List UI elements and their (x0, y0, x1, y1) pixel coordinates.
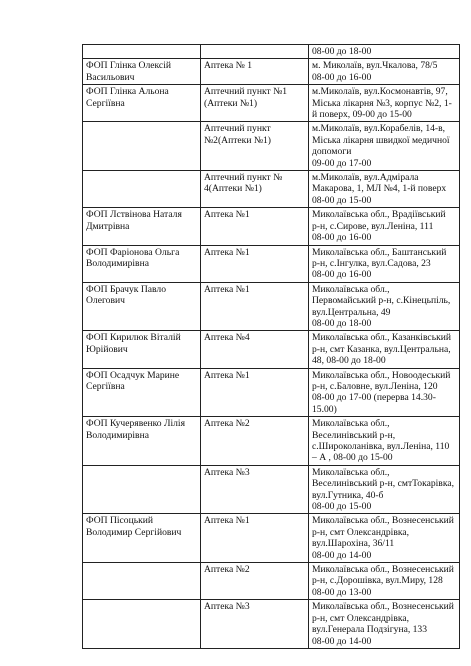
pharmacy-text-line: №2(Аптеки №1) (204, 134, 271, 146)
table-row (83, 45, 460, 59)
pharmacy-text-line: (Аптеки №1) (204, 97, 258, 109)
owner-text-line: ФОП Кучерявенко Лілія (86, 418, 185, 430)
owner-cell (83, 417, 201, 466)
address-text-line: 08-00 до 17-00 (перерва 14.30- (312, 392, 436, 404)
address-text-line: Міська лікарня №3, корпус №2, 1- (312, 97, 452, 109)
pharmacy-text-line: Аптека №1 (204, 369, 250, 381)
address-text-line: р-н, смт Олександрівка, (312, 612, 410, 624)
owner-text-line: ФОП Фаріонова Ольга (86, 246, 180, 258)
address-text-line: вул.Центральна, 49 (312, 306, 391, 318)
pharmacy-cell (201, 59, 309, 85)
pharmacy-text-line: Аптека № 1 (204, 60, 253, 72)
owner-text-line: Дмитрівна (86, 220, 130, 232)
address-text-line: 08-00 до 15-00 (312, 501, 372, 513)
owner-cell (83, 208, 201, 245)
address-text-line: м.Миколаїв, вул.Корабелів, 14-в, (312, 123, 446, 135)
address-text-line: Миколаївська обл., Баштанський (312, 246, 447, 258)
address-text-line: 15.00) (312, 403, 337, 415)
owner-cell (83, 85, 201, 122)
address-text-line: Миколаївська обл., Вознесенський (312, 601, 454, 613)
address-text-line: м.Миколаїв, вул.Адмірала (312, 172, 419, 184)
address-cell (309, 45, 460, 59)
address-text-line: – А , 08-00 до 15-00 (312, 452, 393, 464)
owner-cell (83, 600, 201, 649)
table-row (83, 208, 460, 245)
pharmacy-cell (201, 465, 309, 514)
address-cell (309, 417, 460, 466)
pharmacy-cell (201, 600, 309, 649)
owner-cell (83, 59, 201, 85)
table-row (83, 417, 460, 466)
pharmacy-text-line: Аптека №2 (204, 564, 250, 576)
address-cell (309, 122, 460, 171)
address-cell (309, 171, 460, 208)
pharmacy-text-line: Аптека №1 (204, 209, 250, 221)
pharmacy-cell (201, 417, 309, 466)
address-text-line: р-н, с.Сирове, вул.Леніна, 111 (312, 220, 434, 232)
address-text-line: Міська лікарня швидкої медичної (312, 134, 450, 146)
address-cell (309, 245, 460, 282)
address-text-line: вул.Гутника, 40-б (312, 489, 384, 501)
owner-cell (83, 45, 201, 59)
pharmacy-text-line: Аптека №4 (204, 332, 250, 344)
pharmacy-table-body (83, 45, 460, 649)
pharmacy-text-line: Аптечний пункт (204, 123, 271, 135)
pharmacy-cell (201, 122, 309, 171)
address-text-line: 08-00 до 18-00 (312, 46, 372, 57)
owner-text-line: Сергіївна (86, 97, 125, 109)
owner-text-line: ФОП Брачук Павло (86, 283, 166, 295)
address-text-line: с.Широколанівка, вул.Леніна, 110 (312, 441, 450, 452)
address-cell (309, 600, 460, 649)
address-text-line: вул.Шарохіна, 36/11 (312, 538, 395, 550)
address-text-line: Веселинівський р-н, (312, 429, 396, 441)
owner-cell (83, 282, 201, 331)
address-text-line: Миколаївська обл., Вознесенський (312, 515, 454, 527)
owner-cell (83, 245, 201, 282)
table-row (83, 368, 460, 417)
address-text-line: Миколаївська обл., Вознесенський (312, 564, 454, 576)
pharmacy-text-line: Аптека №2 (204, 418, 250, 430)
owner-text-line: ФОП Глінка Альона (86, 86, 169, 98)
owner-cell (83, 171, 201, 208)
owner-text-line: Юрійович (86, 343, 128, 355)
document-page (82, 44, 459, 649)
address-text-line: вул.Генерала Подзігуна, 133 (312, 624, 428, 636)
address-text-line: 08-00 до 18-00 (312, 317, 372, 329)
table-row (83, 171, 460, 208)
owner-cell (83, 122, 201, 171)
address-text-line: р-н, с.Дорошівка, вул.Миру, 128 (312, 575, 443, 587)
address-text-line: м. Миколаїв, вул.Чкалова, 78/5 (312, 60, 438, 72)
address-text-line: 08-00 до 14-00 (312, 549, 372, 561)
pharmacy-cell (201, 514, 309, 563)
address-text-line: Веселинівський р-н, смтТокарівка, (312, 478, 455, 490)
owner-cell (83, 331, 201, 368)
owner-cell (83, 465, 201, 514)
pharmacy-text-line: Аптека №1 (204, 283, 250, 295)
pharmacy-text-line: Аптечний пункт № (204, 172, 283, 184)
address-cell (309, 208, 460, 245)
table-row (83, 122, 460, 171)
owner-text-line: Сергіївна (86, 380, 125, 392)
owner-text-line: ФОП Осадчук Марине (86, 369, 180, 381)
pharmacy-text-line: 4(Аптеки №1) (204, 183, 262, 195)
address-cell (309, 465, 460, 514)
address-text-line: 08-00 до 13-00 (312, 586, 372, 598)
owner-text-line: Володимир Сергійович (86, 526, 182, 538)
owner-text-line: ФОП Лствінова Наталя (86, 209, 182, 221)
address-text-line: Первомайський р-н, с.Кінецьпіль, (312, 295, 451, 307)
address-cell (309, 331, 460, 368)
pharmacy-cell (201, 245, 309, 282)
pharmacy-text-line: Аптека №1 (204, 515, 250, 527)
address-text-line: Миколаївська обл., (312, 283, 390, 295)
address-cell (309, 282, 460, 331)
address-text-line: 08-00 до 14-00 (312, 635, 372, 647)
pharmacy-cell (201, 368, 309, 417)
address-text-line: Миколаївська обл., (312, 466, 390, 478)
address-text-line: Макарова, 1, МЛ №4, 1-й поверх (312, 183, 447, 195)
address-text-line: р-н, с.Баловне, вул.Леніна, 120 (312, 380, 438, 392)
owner-text-line: ФОП Кирилюк Віталій (86, 332, 181, 344)
pharmacy-text-line: Аптека №1 (204, 246, 250, 258)
address-text-line: Миколаївська обл., Новоодеський (312, 369, 451, 381)
pharmacy-cell (201, 171, 309, 208)
address-cell (309, 368, 460, 417)
address-cell (309, 85, 460, 122)
pharmacy-cell (201, 208, 309, 245)
address-text-line: Миколаївська обл., (312, 418, 390, 430)
address-text-line: м.Миколаїв, вул.Космонавтів, 97, (312, 86, 448, 98)
table-row (83, 514, 460, 563)
pharmacy-cell (201, 45, 309, 59)
address-text-line: й поверх, 09-00 до 15-00 (312, 109, 412, 121)
address-text-line: р-н, с.Інгулка, вул.Садова, 23 (312, 257, 431, 269)
pharmacy-cell (201, 331, 309, 368)
table-row (83, 600, 460, 649)
owner-text-line: Володимирівна (86, 429, 149, 441)
pharmacy-text-line: Аптека №3 (204, 601, 250, 613)
pharmacy-cell (201, 85, 309, 122)
address-text-line: р-н, смт Казанка, вул.Центральна, (312, 343, 451, 355)
pharmacy-table (82, 44, 460, 649)
address-text-line: 08-00 до 16-00 (312, 71, 372, 83)
table-row (83, 282, 460, 331)
address-text-line: р-н, смт Олександрівка, (312, 526, 410, 538)
pharmacy-cell (201, 563, 309, 600)
address-cell (309, 514, 460, 563)
address-text-line: 48, 08-00 до 18-00 (312, 355, 386, 367)
table-row (83, 245, 460, 282)
address-text-line: допомоги (312, 146, 352, 158)
table-row (83, 465, 460, 514)
address-text-line: Миколаївська обл., Врадіївський (312, 209, 446, 221)
owner-cell (83, 563, 201, 600)
pharmacy-text-line: Аптека №3 (204, 466, 250, 478)
address-text-line: Миколаївська обл., Казанківський (312, 332, 451, 344)
pharmacy-cell (201, 282, 309, 331)
address-cell (309, 563, 460, 600)
owner-cell (83, 514, 201, 563)
owner-text-line: Васильович (86, 71, 135, 83)
address-text-line: 08-00 до 16-00 (312, 269, 372, 281)
owner-text-line: Володимирівна (86, 257, 149, 269)
address-text-line: 09-00 до 17-00 (312, 157, 372, 169)
table-row (83, 563, 460, 600)
table-row (83, 59, 460, 85)
owner-text-line: ФОП Пісоцький (86, 515, 154, 527)
owner-cell (83, 368, 201, 417)
owner-text-line: Олегович (86, 295, 125, 307)
owner-text-line: ФОП Глінка Олексій (86, 60, 171, 72)
address-cell (309, 59, 460, 85)
address-text-line: 08-00 до 16-00 (312, 232, 372, 244)
address-text-line: 08-00 до 15-00 (312, 194, 372, 206)
table-row (83, 331, 460, 368)
pharmacy-text-line: Аптечний пункт №1 (204, 86, 288, 98)
table-row (83, 85, 460, 122)
